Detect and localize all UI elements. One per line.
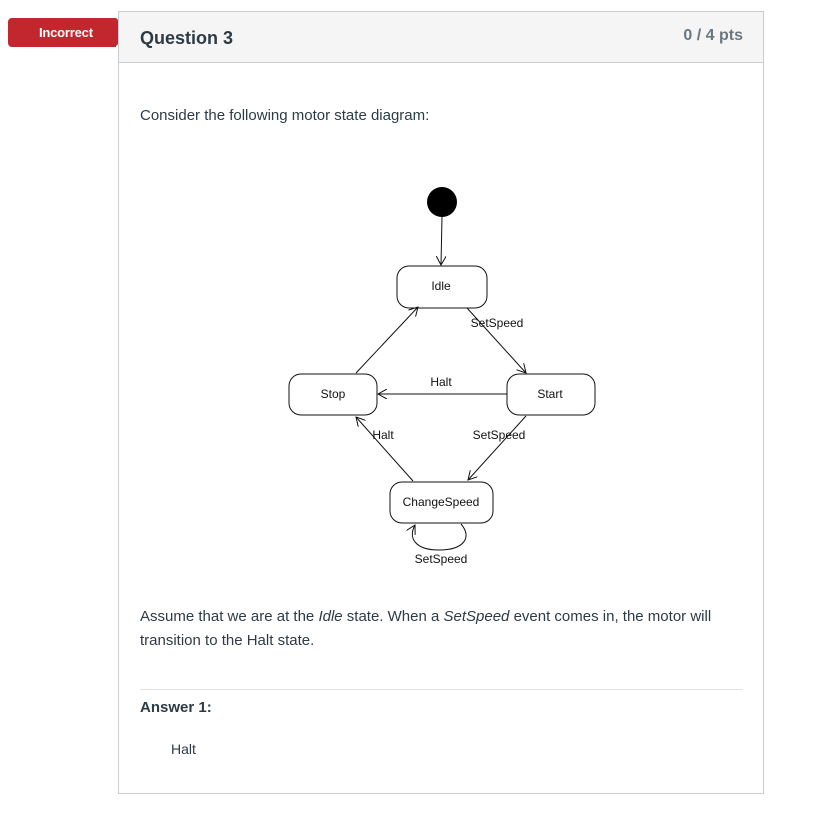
- state-start-label: Start: [537, 387, 563, 401]
- statement-state: Idle: [318, 608, 343, 625]
- label-idle-to-start: SetSpeed: [470, 316, 524, 330]
- state-change-speed-label: ChangeSpeed: [402, 495, 480, 509]
- question-card: [118, 11, 764, 794]
- state-idle-label: Idle: [431, 279, 451, 293]
- label-change-to-stop: Halt: [372, 428, 394, 442]
- transition-change-self-loop: [412, 524, 466, 550]
- label-start-to-stop: Halt: [430, 375, 452, 389]
- initial-state-node: [427, 187, 457, 217]
- state-start: [507, 374, 595, 415]
- label-change-self: SetSpeed: [414, 552, 468, 566]
- transition-stop-to-idle: [356, 307, 418, 373]
- state-diagram: [119, 12, 763, 572]
- question-intro: Consider the following motor state diagram:: [140, 107, 430, 124]
- answer-value: Halt: [171, 741, 196, 757]
- label-start-to-change: SetSpeed: [472, 428, 526, 442]
- statement-text-3: event comes in, the motor will transition to the Halt state.: [140, 608, 712, 649]
- statement-text-2: state. When a: [342, 608, 444, 625]
- transition-start-to-change: [468, 416, 526, 480]
- question-statement: [140, 605, 750, 653]
- question-points: 0 / 4 pts: [683, 27, 743, 44]
- question-title: Question 3: [140, 28, 234, 48]
- state-stop-label: Stop: [320, 387, 346, 401]
- state-stop: [289, 374, 377, 415]
- answer-label: Answer 1:: [140, 699, 212, 716]
- status-badge: Incorrect: [8, 18, 116, 47]
- answer-divider: [140, 689, 743, 690]
- statement-text-1: Assume that we are at the: [140, 608, 319, 625]
- transition-change-to-stop: [356, 417, 413, 481]
- state-change-speed: [390, 482, 493, 523]
- state-idle: [397, 266, 487, 308]
- initial-transition-arrow: [441, 217, 442, 265]
- statement-event: SetSpeed: [443, 608, 510, 625]
